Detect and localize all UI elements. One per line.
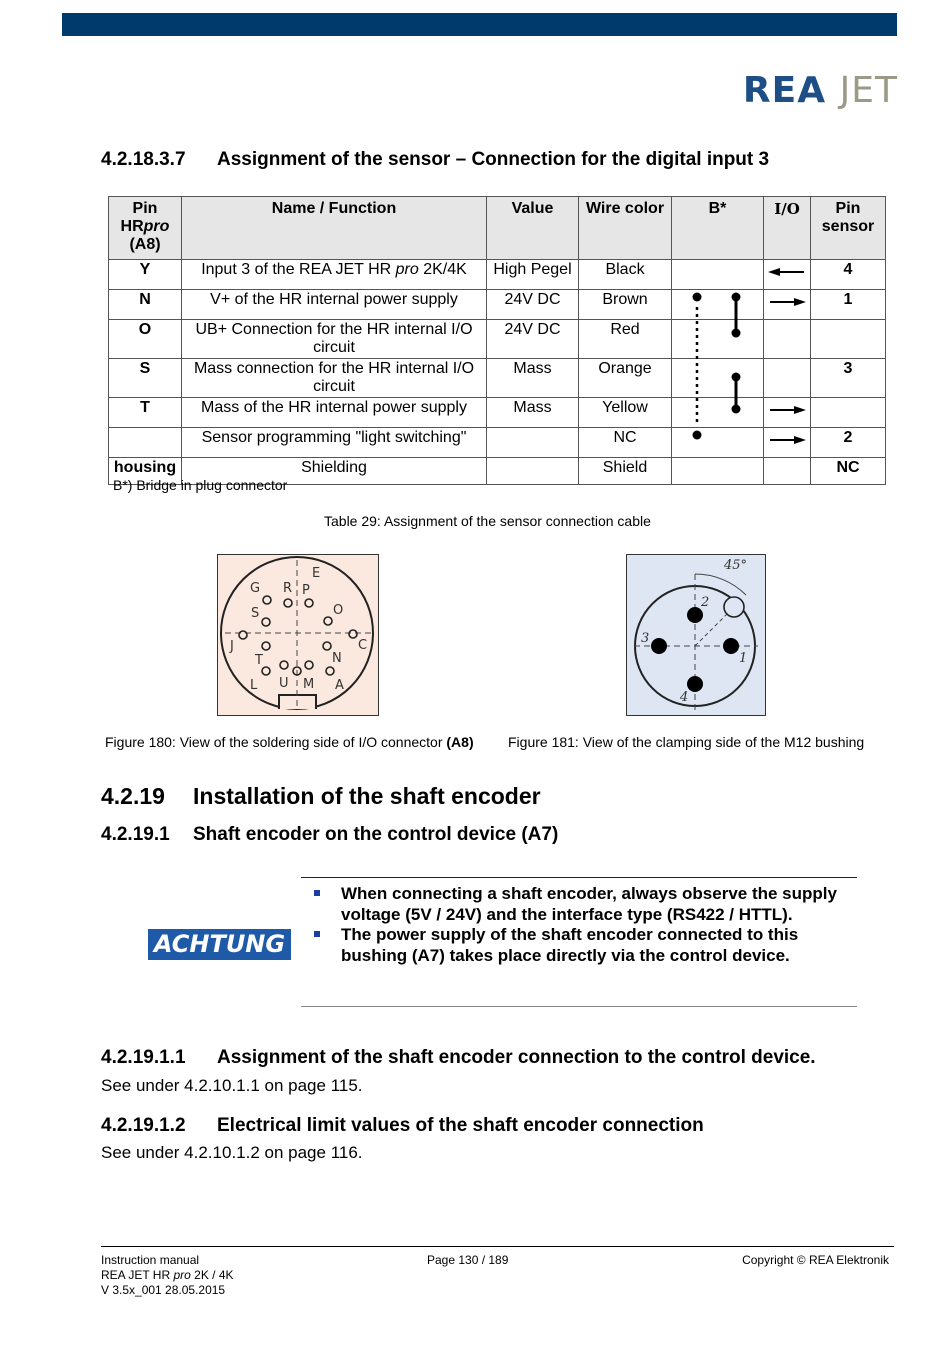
cell-sensor: 4 (811, 260, 886, 290)
header-pin-pro: pro (143, 218, 170, 235)
header-pin-line3: (A8) (129, 236, 161, 253)
cell-value: Mass (487, 398, 579, 428)
cell-name: Shielding (182, 458, 487, 485)
cell-wire: Yellow (579, 398, 672, 428)
cell-value (487, 458, 579, 485)
cell-sensor: NC (811, 458, 886, 485)
section-number: 4.2.19.1.1 (101, 1047, 186, 1068)
figure-180-caption (105, 734, 474, 750)
table-footnote: B*) Bridge in plug connector (113, 477, 288, 493)
table-row (109, 398, 886, 428)
notice-list (341, 884, 841, 966)
cell-name-part: 2K/4K (418, 261, 467, 278)
achtung-badge: ACHTUNG (148, 929, 291, 960)
arrow-right-icon (764, 428, 810, 452)
header-bridge: B* (672, 197, 764, 260)
header-value: Value (487, 197, 579, 260)
warning-notice (301, 877, 857, 1007)
table-row (109, 260, 886, 290)
cell-sensor: 2 (811, 428, 886, 458)
cell-pin: O (109, 320, 182, 359)
cell-name: Mass connection for the HR internal I/O circuit (182, 359, 487, 398)
section-title: Installation of the shaft encoder (193, 783, 541, 809)
pin-label: U (279, 676, 289, 691)
figure-181-m12-diagram (626, 554, 766, 716)
pin-label: J (230, 639, 234, 654)
pin-label: O (333, 603, 344, 618)
cell-io (764, 428, 811, 458)
cell-wire: Shield (579, 458, 672, 485)
cell-sensor (811, 320, 886, 359)
logo-rea: REA (742, 70, 827, 111)
cell-io (764, 398, 811, 428)
header-pin-line1: Pin (132, 200, 158, 217)
section-title: Electrical limit values of the shaft encoder connection (217, 1115, 704, 1136)
logo-jet: JET (839, 70, 898, 111)
cell-value: Mass (487, 359, 579, 398)
table-row (109, 320, 886, 359)
header-bar (62, 13, 897, 36)
header-name: Name / Function (182, 197, 487, 260)
table-row (109, 290, 886, 320)
cell-value: 24V DC (487, 290, 579, 320)
caption-bold: (A8) (446, 734, 474, 750)
footer-left (101, 1253, 234, 1298)
cell-pin: S (109, 359, 182, 398)
cell-name-pro: pro (395, 261, 419, 278)
company-logo (743, 70, 898, 111)
cell-value: High Pegel (487, 260, 579, 290)
table-row (109, 359, 886, 398)
header-io: I/O (764, 197, 811, 260)
pin-label: C (358, 638, 368, 653)
header-sensor: Pin sensor (811, 197, 886, 260)
section-heading-4-2-18-3-7 (101, 149, 769, 171)
cell-wire: Brown (579, 290, 672, 320)
pin-label: 4 (680, 690, 689, 705)
arrow-left-icon (764, 260, 810, 284)
footer-version: V 3.5x_001 28.05.2015 (101, 1283, 226, 1297)
table-header-row (109, 197, 886, 260)
bridge-diagram (672, 285, 766, 445)
footer-product-a: REA JET HR (101, 1268, 174, 1282)
cell-wire: Black (579, 260, 672, 290)
cell-name: V+ of the HR internal power supply (182, 290, 487, 320)
section-title: Assignment of the shaft encoder connection to the control device. (217, 1047, 816, 1068)
footer-divider (101, 1246, 894, 1247)
section-heading-4-2-19 (101, 783, 541, 810)
pin-label: P (302, 583, 310, 598)
pin-label: R (283, 581, 293, 596)
notice-item (341, 884, 841, 925)
cell-name: Mass of the HR internal power supply (182, 398, 487, 428)
cell-wire: NC (579, 428, 672, 458)
caption-text: Figure 180: View of the soldering side of I/O connector (105, 734, 447, 750)
figure-181-caption: Figure 181: View of the clamping side of the M12 bushing (508, 734, 865, 750)
pin-label: E (312, 566, 321, 581)
cell-name-part: Input 3 of the REA JET HR (201, 261, 396, 278)
bullet-icon (314, 890, 320, 896)
cell-io (764, 260, 811, 290)
section-heading-4-2-19-1-1 (101, 1047, 816, 1069)
header-pin (109, 197, 182, 260)
cell-bridge (672, 458, 764, 485)
cell-sensor: 3 (811, 359, 886, 398)
angle-label: 45° (724, 558, 748, 573)
arrow-right-icon (764, 398, 810, 422)
pin-label: 3 (641, 631, 650, 646)
footer-doc-type: Instruction manual (101, 1253, 200, 1267)
section-body: See under 4.2.10.1.2 on page 116. (101, 1143, 363, 1162)
cell-wire: Red (579, 320, 672, 359)
cell-io (764, 458, 811, 485)
pin-label: N (332, 651, 342, 666)
section-heading-4-2-19-1-2 (101, 1115, 704, 1137)
footer-copyright: Copyright © REA Elektronik (742, 1253, 889, 1267)
table-caption: Table 29: Assignment of the sensor connection cable (324, 513, 651, 529)
pin-label: T (255, 653, 263, 668)
pin-label: 2 (701, 595, 710, 610)
cell-pin (109, 428, 182, 458)
header-pin-hr: HR (120, 218, 144, 235)
pin-label: 1 (739, 651, 748, 666)
notice-text: When connecting a shaft encoder, always observe the supply voltage (5V / 24V) and the interface type (RS422 / HTTL). (341, 884, 837, 924)
header-wire: Wire color (579, 197, 672, 260)
cell-pin: housing (109, 458, 182, 485)
cell-wire: Orange (579, 359, 672, 398)
pin-label: G (250, 581, 261, 596)
table-row (109, 428, 886, 458)
cell-pin: N (109, 290, 182, 320)
arrow-right-icon (764, 290, 810, 314)
cell-io (764, 320, 811, 359)
cell-io (764, 290, 811, 320)
bullet-icon (314, 931, 320, 937)
section-number: 4.2.18.3.7 (101, 149, 186, 170)
cell-sensor (811, 398, 886, 428)
footer-product (101, 1268, 234, 1283)
section-title: Assignment of the sensor – Connection for the digital input 3 (217, 149, 770, 170)
footer-product-pro: pro (173, 1268, 191, 1282)
cell-name: Sensor programming "light switching" (182, 428, 487, 458)
pin-label: A (335, 678, 344, 693)
cell-io (764, 359, 811, 398)
sensor-assignment-table (108, 196, 886, 485)
section-number: 4.2.19 (101, 783, 165, 809)
cell-name: UB+ Connection for the HR internal I/O circuit (182, 320, 487, 359)
section-number: 4.2.19.1.2 (101, 1115, 186, 1136)
cell-pin: Y (109, 260, 182, 290)
cell-value (487, 428, 579, 458)
cell-name (182, 260, 487, 290)
notice-text: The power supply of the shaft encoder connected to this bushing (A7) takes place directly via the control device. (341, 925, 799, 965)
cell-pin: T (109, 398, 182, 428)
section-heading-4-2-19-1 (101, 824, 558, 846)
cell-value: 24V DC (487, 320, 579, 359)
cell-sensor: 1 (811, 290, 886, 320)
notice-item (341, 925, 841, 966)
section-body: See under 4.2.10.1.1 on page 115. (101, 1076, 363, 1095)
pin-label: S (251, 606, 260, 621)
pin-label: L (250, 678, 258, 693)
footer-product-c: 2K / 4K (190, 1268, 234, 1282)
pin-label: M (303, 677, 315, 692)
section-title: Shaft encoder on the control device (A7) (193, 824, 559, 845)
footer-page-number: Page 130 / 189 (427, 1253, 509, 1267)
section-number: 4.2.19.1 (101, 824, 170, 845)
figure-180-connector-diagram (217, 554, 379, 716)
